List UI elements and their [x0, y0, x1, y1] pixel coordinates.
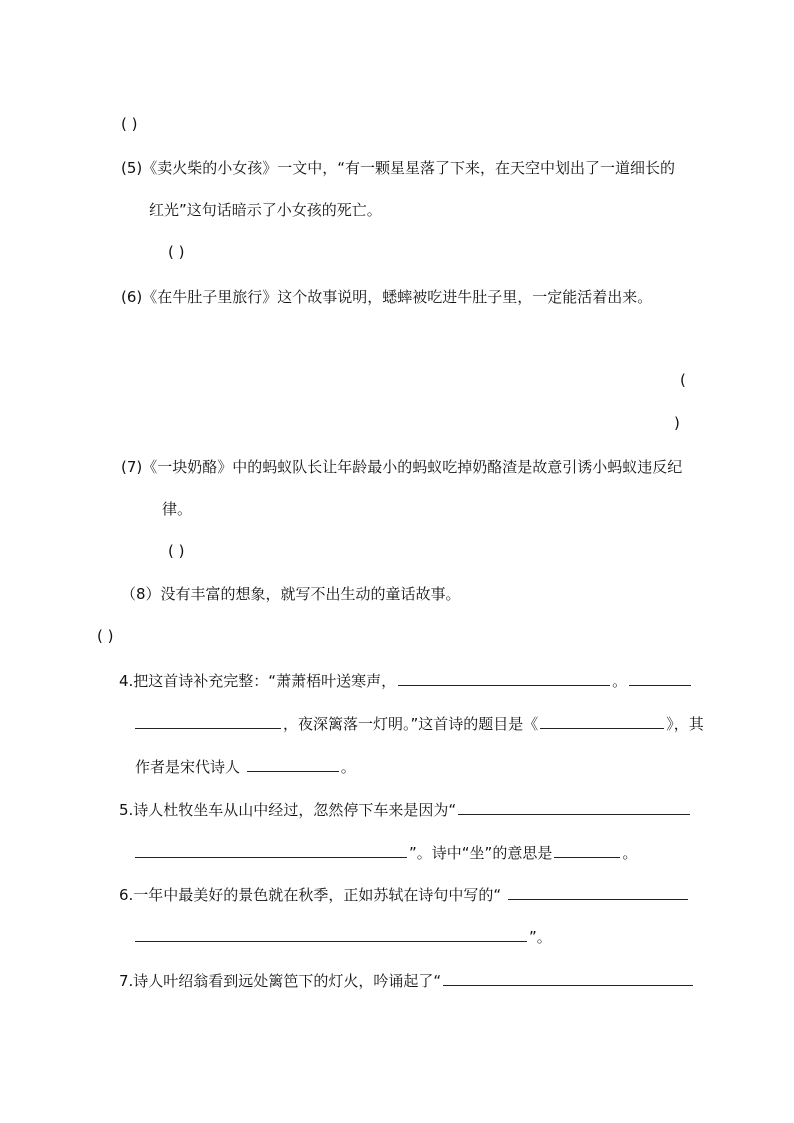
- question-6-line2: ”。: [133, 926, 552, 947]
- item-7-line2: 律。: [162, 500, 193, 518]
- answer-blank[interactable]: [443, 970, 693, 986]
- question-5-line1: 5.诗人杜牧坐车从山中经过，忽然停下车来是因为“: [119, 799, 692, 820]
- question-7-line1: 7.诗人叶绍翁看到远处篱笆下的灯火，吟诵起了“: [119, 970, 695, 991]
- answer-parentheses[interactable]: ( ): [97, 627, 114, 645]
- question-5-line2: ”。诗中“坐”的意思是 。: [133, 842, 637, 863]
- question-4-line1: 4.把这首诗补充完整：“萧萧梧叶送寒声， 。: [119, 670, 693, 691]
- question-4-line3: 作者是宋代诗人 。: [135, 758, 356, 776]
- item-8-line1: （8）没有丰富的想象，就写不出生动的童话故事。: [121, 585, 461, 603]
- answer-parentheses[interactable]: ( ): [168, 542, 185, 560]
- question-4-line2: ，夜深篱落一灯明。”这首诗的题目是《 》，其: [133, 713, 704, 734]
- answer-parentheses[interactable]: ( ): [168, 243, 185, 261]
- answer-parentheses[interactable]: ( ): [121, 115, 138, 133]
- item-5-line1: (5)《卖火柴的小女孩》一文中，“有一颗星星落了下来，在天空中划出了一道细长的: [121, 159, 676, 177]
- answer-blank[interactable]: [135, 713, 281, 729]
- item-6-line1: (6)《在牛肚子里旅行》这个故事说明，蟋蟀被吃进牛肚子里，一定能活着出来。: [121, 288, 653, 306]
- answer-blank[interactable]: [629, 670, 691, 686]
- answer-paren-open[interactable]: (: [680, 371, 686, 389]
- answer-blank[interactable]: [398, 670, 610, 686]
- answer-blank[interactable]: [554, 842, 620, 858]
- answer-blank[interactable]: [247, 756, 339, 772]
- item-7-line1: (7)《一块奶酪》中的蚂蚁队长让年龄最小的蚂蚁吃掉奶酪渣是故意引诱小蚂蚁违反纪: [121, 458, 683, 476]
- answer-blank[interactable]: [508, 884, 688, 900]
- question-6-line1: 6.一年中最美好的景色就在秋季，正如苏轼在诗句中写的“: [119, 884, 690, 905]
- answer-blank[interactable]: [540, 713, 664, 729]
- answer-blank[interactable]: [458, 799, 690, 815]
- item-5-line2: 红光”这句话暗示了小女孩的死亡。: [149, 201, 382, 219]
- answer-paren-close[interactable]: ): [674, 414, 680, 432]
- answer-blank[interactable]: [135, 842, 407, 858]
- answer-blank[interactable]: [135, 926, 527, 942]
